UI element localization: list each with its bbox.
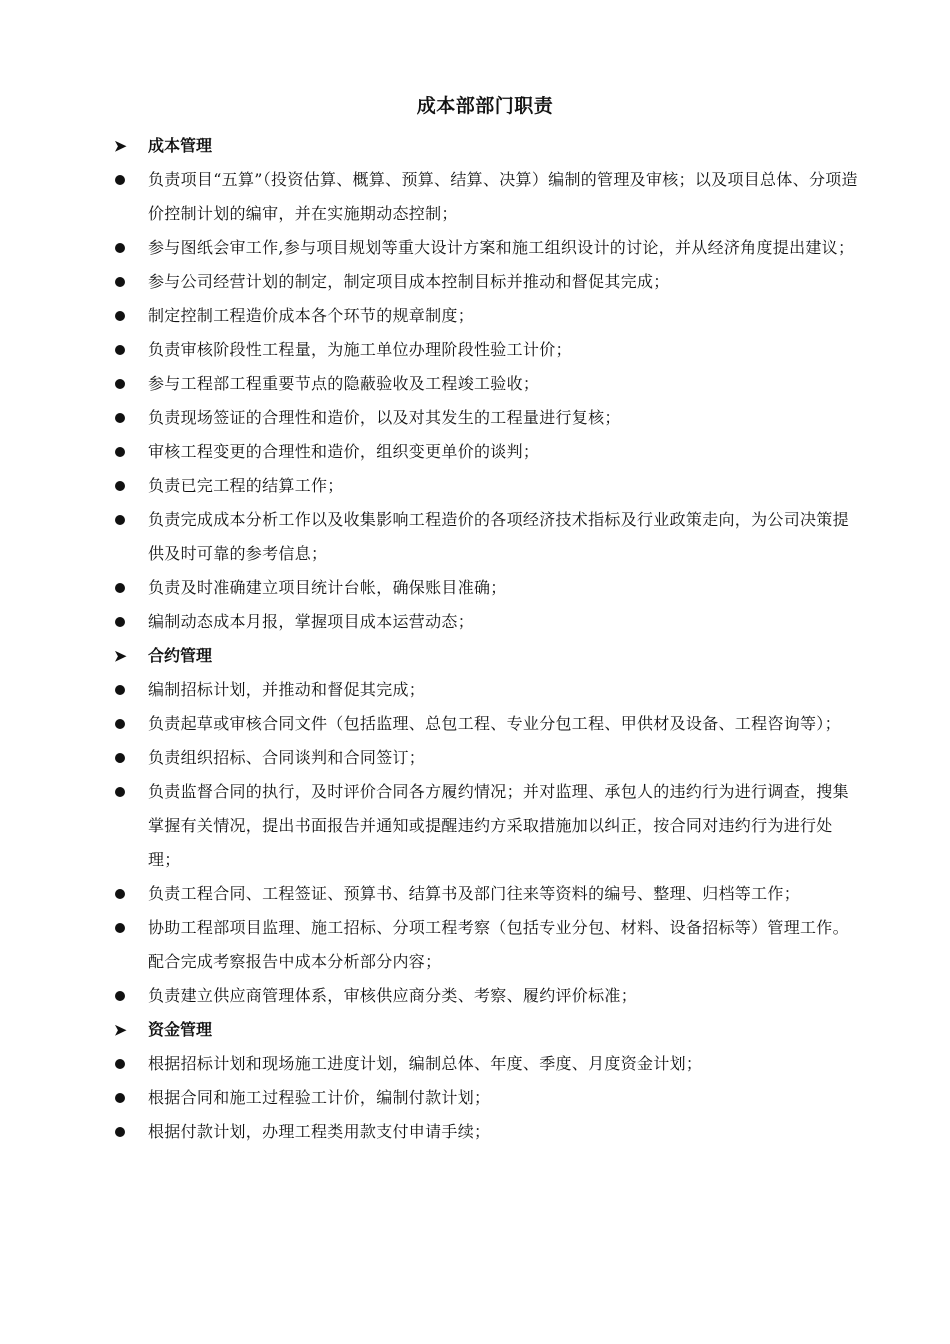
bullet-dot-icon — [115, 1059, 125, 1069]
bullet-dot-icon — [115, 583, 125, 593]
list-item — [112, 367, 860, 401]
bullet-dot-icon — [115, 243, 125, 253]
list-item — [112, 775, 860, 877]
list-item-text: 编制动态成本月报，掌握项目成本运营动态； — [148, 612, 475, 631]
list-item-text: 负责起草或审核合同文件（包括监理、总包工程、专业分包工程、甲供材及设备、工程咨询等）； — [148, 714, 841, 733]
list-item-text: 根据招标计划和现场施工进度计划，编制总体、年度、季度、月度资金计划； — [148, 1054, 703, 1073]
section-heading-contract-management — [112, 639, 860, 673]
list-item — [112, 401, 860, 435]
bullet-dot-icon — [115, 447, 125, 457]
list-item — [112, 605, 860, 639]
bullet-dot-icon — [115, 753, 125, 763]
list-item — [112, 1047, 860, 1081]
list-item-text: 根据付款计划，办理工程类用款支付申请手续； — [148, 1122, 491, 1141]
list-item-text: 负责已完工程的结算工作； — [148, 476, 344, 495]
bullet-dot-icon — [115, 617, 125, 627]
list-item-text: 参与公司经营计划的制定，制定项目成本控制目标并推动和督促其完成； — [148, 272, 670, 291]
list-item-text: 编制招标计划，并推动和督促其完成； — [148, 680, 426, 699]
document-title: 成本部部门职责 — [416, 95, 554, 117]
list-item — [112, 1081, 860, 1115]
arrow-bullet-icon: ➤ — [114, 1021, 127, 1039]
list-item — [112, 163, 860, 231]
bullet-dot-icon — [115, 923, 125, 933]
list-item-text: 协助工程部项目监理、施工招标、分项工程考察（包括专业分包、材料、设备招标等）管理工作。配合完成考察报告中成本分析部分内容； — [148, 918, 849, 971]
section-heading-label: 合约管理 — [148, 646, 213, 665]
list-item-text: 负责组织招标、合同谈判和合同签订； — [148, 748, 426, 767]
section-heading-fund-management — [112, 1013, 860, 1047]
list-item — [112, 469, 860, 503]
list-item-text: 负责现场签证的合理性和造价，以及对其发生的工程量进行复核； — [148, 408, 621, 427]
list-item-text: 审核工程变更的合理性和造价，组织变更单价的谈判； — [148, 442, 540, 461]
list-item-text: 负责监督合同的执行，及时评价合同各方履约情况；并对监理、承包人的违约行为进行调查，搜集掌握有关情况，提出书面报告并通知或提醒违约方采取措施加以纠正，按合同对违约行为进行处理； — [148, 782, 849, 869]
bullet-dot-icon — [115, 379, 125, 389]
list-item — [112, 979, 860, 1013]
list-item-text: 负责及时准确建立项目统计台帐，确保账目准确； — [148, 578, 507, 597]
bullet-dot-icon — [115, 1127, 125, 1137]
arrow-bullet-icon: ➤ — [114, 647, 127, 665]
bullet-dot-icon — [115, 515, 125, 525]
arrow-bullet-icon: ➤ — [114, 137, 127, 155]
list-item-text: 负责审核阶段性工程量，为施工单位办理阶段性验工计价； — [148, 340, 572, 359]
list-item — [112, 911, 860, 979]
section-heading-label: 资金管理 — [148, 1020, 213, 1039]
section-heading-cost-management — [112, 129, 860, 163]
list-item — [112, 741, 860, 775]
list-item-text: 负责项目“五算”（投资估算、概算、预算、结算、决算）编制的管理及审核；以及项目总体、分项造价控制计划的编审，并在实施期动态控制； — [148, 170, 858, 223]
bullet-dot-icon — [115, 175, 125, 185]
list-item — [112, 299, 860, 333]
list-item-text: 制定控制工程造价成本各个环节的规章制度； — [148, 306, 475, 325]
list-item-text: 参与工程部工程重要节点的隐蔽验收及工程竣工验收； — [148, 374, 540, 393]
list-item — [112, 1115, 860, 1149]
list-item — [112, 333, 860, 367]
document-body — [112, 129, 860, 1149]
list-item — [112, 673, 860, 707]
list-item-text: 负责工程合同、工程签证、预算书、结算书及部门往来等资料的编号、整理、归档等工作； — [148, 884, 801, 903]
list-item — [112, 435, 860, 469]
list-item — [112, 265, 860, 299]
bullet-dot-icon — [115, 787, 125, 797]
bullet-dot-icon — [115, 413, 125, 423]
bullet-dot-icon — [115, 719, 125, 729]
section-heading-label: 成本管理 — [148, 136, 213, 155]
list-item-text: 根据合同和施工过程验工计价，编制付款计划； — [148, 1088, 491, 1107]
list-item-text: 负责完成成本分析工作以及收集影响工程造价的各项经济技术指标及行业政策走向，为公司决策提供及时可靠的参考信息； — [148, 510, 849, 563]
list-item — [112, 503, 860, 571]
list-item — [112, 707, 860, 741]
list-item — [112, 877, 860, 911]
list-item-text: 参与图纸会审工作,参与项目规划等重大设计方案和施工组织设计的讨论，并从经济角度提出建议； — [148, 238, 855, 257]
bullet-dot-icon — [115, 1093, 125, 1103]
bullet-dot-icon — [115, 481, 125, 491]
list-item — [112, 231, 860, 265]
list-item — [112, 571, 860, 605]
bullet-dot-icon — [115, 685, 125, 695]
list-item-text: 负责建立供应商管理体系，审核供应商分类、考察、履约评价标准； — [148, 986, 638, 1005]
bullet-dot-icon — [115, 311, 125, 321]
bullet-dot-icon — [115, 889, 125, 899]
bullet-dot-icon — [115, 345, 125, 355]
bullet-dot-icon — [115, 991, 125, 1001]
bullet-dot-icon — [115, 277, 125, 287]
